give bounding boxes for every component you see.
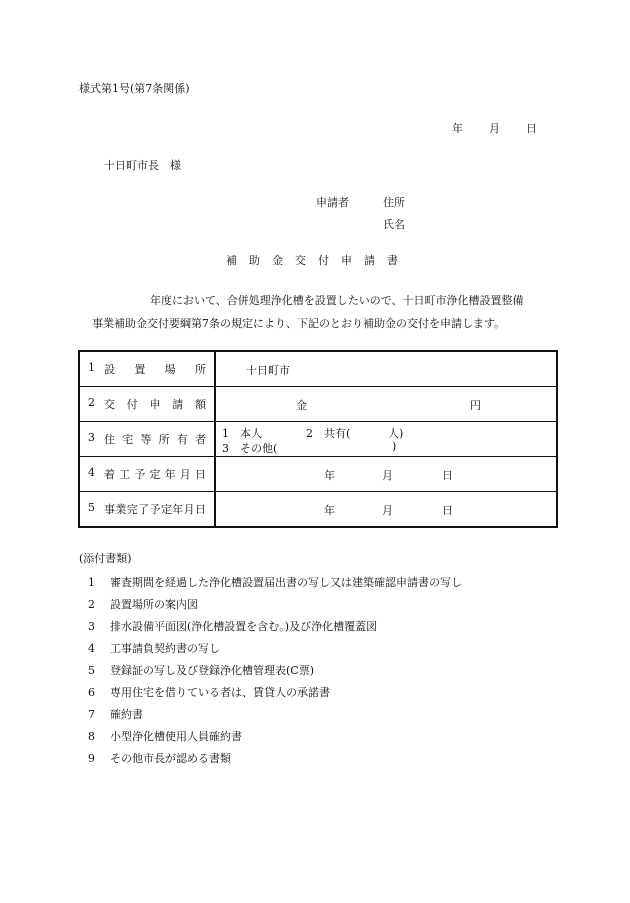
application-table — [78, 350, 558, 528]
list-item: 6 専用住宅を借りている者は、賃貸人の承諾書 — [88, 686, 330, 699]
table-row — [79, 457, 557, 492]
table-row — [79, 351, 557, 387]
list-item: 7 確約書 — [88, 708, 143, 721]
date-day-label: 日 — [526, 122, 537, 135]
body-text-line1: 年度において、合併処理浄化槽を設置したいので、十日町市浄化槽設置整備 — [150, 294, 524, 307]
list-item: 3 排水設備平面図(浄化槽設置を含む。)及び浄化槽覆蓋図 — [88, 620, 378, 633]
document-title: 補助金交付申請書 — [226, 254, 410, 267]
start-month-label: 月 — [382, 469, 393, 482]
row-number: 2 — [88, 396, 95, 409]
start-year-label: 年 — [324, 469, 335, 482]
row-number: 4 — [88, 466, 95, 479]
list-item: 8 小型浄化槽使用人員確約書 — [88, 730, 242, 743]
owner-option-shared-end: 人) — [388, 427, 404, 440]
start-day-label: 日 — [442, 469, 453, 482]
row-number: 5 — [88, 501, 95, 514]
body-text-line2: 事業補助金交付要綱第7条の規定により、下記のとおり補助金の交付を申請します。 — [92, 317, 506, 330]
row-label-location: 設 置 場 所 — [104, 363, 206, 376]
owner-option-shared: 2 共有( — [306, 427, 351, 440]
date-year-label: 年 — [452, 122, 463, 135]
addressee: 十日町市長 様 — [104, 159, 181, 172]
table-row — [79, 387, 557, 422]
form-number: 様式第1号(第7条関係) — [79, 82, 190, 95]
list-item: 2 設置場所の案内図 — [88, 598, 198, 611]
row-label-completion-date: 事 業 完 了 予 定 年 月 日 — [104, 503, 206, 516]
date-month-label: 月 — [489, 122, 500, 135]
list-item: 1 審査期間を経過した浄化槽設置届出書の写し又は建築確認申請書の写し — [88, 576, 462, 589]
applicant-name-label: 氏名 — [383, 218, 405, 231]
completion-day-label: 日 — [442, 504, 453, 517]
attachments-heading: (添付書類) — [79, 552, 132, 565]
attachments-list — [88, 572, 462, 770]
owner-option-self: 1 本人 — [222, 427, 262, 440]
completion-date-cell[interactable] — [215, 492, 557, 528]
completion-month-label: 月 — [382, 504, 393, 517]
start-date-cell[interactable] — [215, 457, 557, 492]
table-row — [79, 422, 557, 457]
list-item: 4 工事請負契約書の写し — [88, 642, 220, 655]
amount-prefix: 金 — [296, 399, 307, 412]
row-label-start-date: 着 工 予 定 年 月 日 — [104, 468, 206, 481]
list-item: 9 その他市長が認める書類 — [88, 752, 231, 765]
owner-option-other: 3 その他( — [222, 442, 278, 455]
applicant-label: 申請者 — [316, 196, 349, 209]
location-value: 十日町市 — [246, 364, 290, 377]
table-row — [79, 492, 557, 528]
completion-year-label: 年 — [324, 504, 335, 517]
row-label-amount: 交 付 申 請 額 — [104, 398, 206, 411]
amount-value-cell[interactable] — [215, 387, 557, 422]
list-item: 5 登録証の写し及び登録浄化槽管理表(C票) — [88, 664, 314, 677]
amount-suffix: 円 — [470, 399, 481, 412]
row-number: 3 — [88, 431, 95, 444]
owner-option-other-end: ) — [392, 440, 397, 453]
row-number: 1 — [88, 361, 95, 374]
location-value-cell[interactable] — [215, 351, 557, 387]
applicant-address-label: 住所 — [383, 196, 405, 209]
row-label-owner: 住 宅 等 所 有 者 — [104, 433, 206, 446]
owner-value-cell[interactable] — [215, 422, 557, 457]
